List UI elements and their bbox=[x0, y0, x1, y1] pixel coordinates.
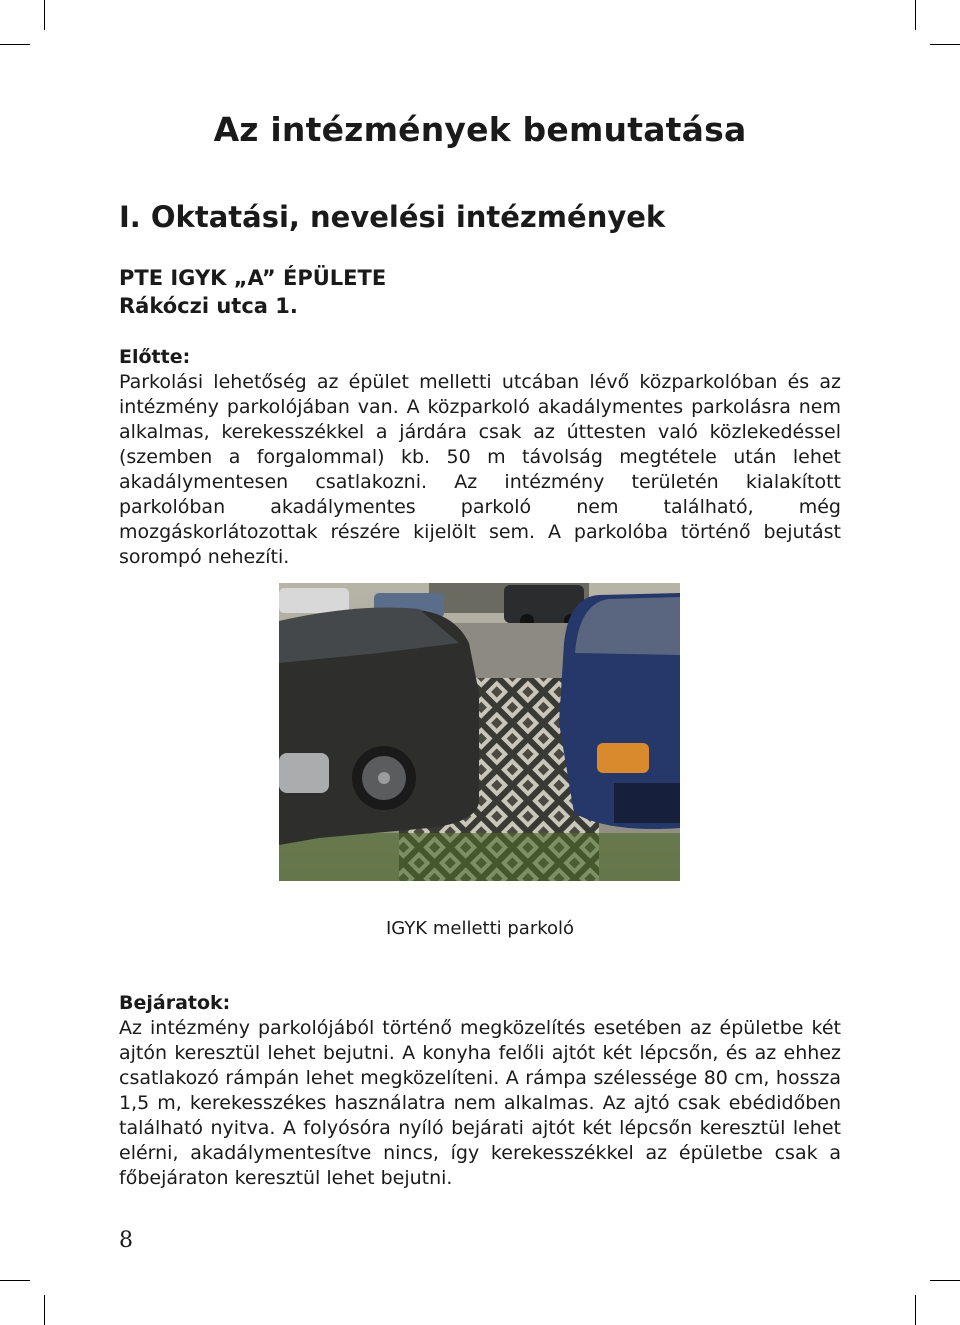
institution-header bbox=[119, 264, 386, 320]
entrances-heading: Bejáratok: bbox=[119, 992, 231, 1014]
section-title: I. Oktatási, nevelési intézmények bbox=[119, 200, 666, 234]
crop-mark bbox=[0, 1280, 30, 1281]
before-heading: Előtte: bbox=[119, 346, 191, 368]
entrances-paragraph: Az intézmény parkolójából történő megközelítés esetében az épületbe két ajtón keresztül lehet bejutni. A konyha felőli ajtót két lépcsőn, és az ehhez csatlakozó rámpán lehet megközelíteni. A rámpa szélessége 80 cm, hossza 1,5 m, kerekesszékes használatra nem alkalmas. Az ajtó csak ebédidőben található nyitva. A folyósóra nyíló bejárati ajtót két lépcsőn keresztül lehet elérni, akadálymentesítve nincs, így kerekesszékkel az épületbe csak a főbejáraton keresztül lehet bejutni. bbox=[119, 1017, 841, 1189]
crop-mark bbox=[915, 1295, 916, 1325]
crop-mark bbox=[44, 0, 45, 30]
entrances-section bbox=[119, 991, 841, 1191]
institution-address: Rákóczi utca 1. bbox=[119, 294, 298, 318]
before-paragraph: Parkolási lehetőség az épület melletti utcában lévő közparkolóban és az intézmény parkolójában van. A közparkoló akadálymentes parkolásra nem alkalmas, kerekesszékkel a járdára csak az úttesten való közlekedéssel (szemben a forgalommal) kb. 50 m távolság megtétele után lehet akadálymentesen csatlakozni. Az intézmény területén kialakított parkolóban akadálymentes parkoló nem található, még mozgáskorlátozottak részére kijelölt sem. A parkolóba történő bejutást sorompó nehezíti. bbox=[119, 371, 841, 568]
parking-photo bbox=[279, 583, 680, 881]
before-section bbox=[119, 345, 841, 570]
crop-mark bbox=[930, 1280, 960, 1281]
crop-mark bbox=[0, 44, 30, 45]
photo-caption: IGYK melletti parkoló bbox=[385, 918, 575, 939]
crop-mark bbox=[930, 44, 960, 45]
institution-name: PTE IGYK „A” ÉPÜLETE bbox=[119, 266, 387, 290]
crop-mark bbox=[44, 1295, 45, 1325]
page-number: 8 bbox=[119, 1228, 133, 1253]
page-title: Az intézmények bemutatása bbox=[213, 110, 747, 149]
crop-mark bbox=[915, 0, 916, 30]
